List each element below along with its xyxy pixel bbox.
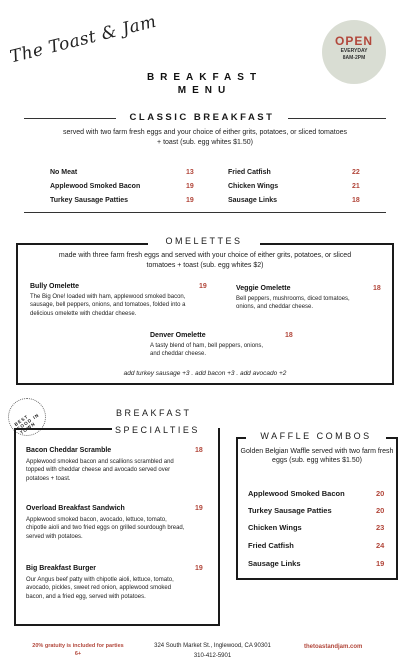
item-description: A tasty blend of ham, bell peppers, onions, and cheddar cheese. — [150, 342, 264, 357]
item-price: 20 — [376, 489, 385, 498]
item-price: 13 — [186, 169, 194, 176]
brand-logo — [8, 11, 159, 68]
item-name: Veggie Omelette — [236, 285, 291, 292]
item-price: 18 — [352, 197, 360, 204]
menu-item — [150, 332, 270, 359]
divider-left — [24, 118, 116, 119]
brand-logo-text: The Toast & Jam — [8, 11, 159, 68]
item-name: Denver Omelette — [150, 332, 206, 339]
item-price: 18 — [285, 332, 293, 339]
menu-item — [30, 283, 202, 318]
stamp-text: BEST FOOD IN TOWN — [13, 412, 41, 436]
item-price: 19 — [186, 183, 194, 190]
hours-days: EVERYDAY — [340, 48, 368, 54]
item-price: 19 — [195, 505, 203, 512]
footer-contact — [135, 641, 290, 661]
item-name: Chicken Wings — [228, 183, 279, 190]
item-name: Applewood Smoked Bacon — [248, 489, 345, 498]
item-description: Applewood smoked bacon and scallions scrambled and topped with cheddar cheese and avocado served over potatoes + toast. — [26, 458, 174, 482]
menu-item — [26, 447, 186, 483]
item-name: Turkey Sausage Patties — [50, 197, 129, 204]
item-description: Bell peppers, mushrooms, diced tomatoes, onions, and cheddar cheese. — [236, 295, 350, 310]
omelette-addons: add turkey sausage +3 . add bacon +3 . add avocado +2 — [123, 370, 287, 377]
item-price: 19 — [195, 565, 203, 572]
item-name: Overload Breakfast Sandwich — [26, 505, 125, 512]
item-price: 19 — [186, 197, 194, 204]
waffle-description: Golden Belgian Waffle served with two farm fresh eggs (sub. egg whites $1.50) — [240, 448, 394, 464]
item-name: Sausage Links — [228, 197, 278, 204]
menu-item — [26, 505, 186, 541]
menu-item — [236, 285, 360, 312]
item-description: Our Angus beef patty with chipotle aioli, lettuce, tomato, avocado, pickles, sweet red onion, applewood smoked bacon, and a fried egg, served with potatoes. — [26, 576, 174, 600]
classic-description: served with two farm fresh eggs and your choice of either grits, potatoes, or sliced tomatoes + toast (sub. egg whites $1.50) — [62, 129, 348, 146]
item-name: Chicken Wings — [248, 523, 302, 532]
item-name: Turkey Sausage Patties — [248, 506, 332, 515]
item-name: Bacon Cheddar Scramble — [26, 447, 112, 454]
gratuity-note: 20% gratuity is included for parties 6+ — [32, 643, 124, 657]
divider-right — [288, 118, 386, 119]
item-name: Applewood Smoked Bacon — [50, 183, 141, 190]
open-label: OPEN — [334, 34, 373, 48]
divider-bottom — [24, 212, 386, 213]
item-description: Applewood smoked bacon, avocado, lettuce, tomato, chipotle aioli and two fried eggs on grilled sourdough bread, served with potatoes. — [26, 516, 185, 540]
item-price: 18 — [373, 285, 381, 292]
item-name: Big Breakfast Burger — [26, 565, 97, 572]
item-description: The Big One! loaded with ham, applewood smoked bacon, sausage, bell peppers, onions, and tomatoes, folded into a delicious omelette with cheddar cheese. — [30, 293, 186, 317]
item-price: 21 — [352, 183, 360, 190]
specialties-title-line1: BREAKFAST — [116, 408, 192, 418]
hours-time: 8AM-2PM — [342, 55, 366, 61]
website-link[interactable]: thetoastandjam.com — [304, 644, 363, 650]
item-name: Fried Catfish — [228, 169, 271, 176]
item-name: No Meat — [50, 169, 78, 176]
item-price: 23 — [376, 523, 385, 532]
waffle-section-title: WAFFLE COMBOS — [246, 431, 386, 441]
specialties-title-line2: SPECIALTIES — [112, 425, 203, 435]
omelettes-description: made with three farm fresh eggs and served with your choice of either grits, potatoes, or sliced tomatoes + toast (sub. egg whites $2) — [58, 252, 352, 269]
item-price: 18 — [195, 447, 203, 454]
item-price: 19 — [376, 559, 385, 568]
page-title-line2: MENU — [177, 85, 232, 96]
omelettes-section-title: OMELETTES — [148, 236, 260, 246]
item-price: 22 — [352, 169, 360, 176]
item-name: Fried Catfish — [248, 541, 294, 550]
page-title-line1: BREAKFAST — [146, 72, 263, 83]
menu-item — [26, 565, 186, 601]
item-price: 24 — [376, 541, 385, 550]
item-price: 19 — [199, 283, 207, 290]
address: 324 South Market St., Inglewood, CA 90301 — [154, 643, 271, 649]
phone: 310-412-5901 — [193, 653, 232, 659]
item-price: 20 — [376, 506, 385, 515]
classic-section-title: CLASSIC BREAKFAST — [129, 112, 275, 123]
item-name: Bully Omelette — [30, 283, 80, 290]
item-name: Sausage Links — [248, 559, 301, 568]
